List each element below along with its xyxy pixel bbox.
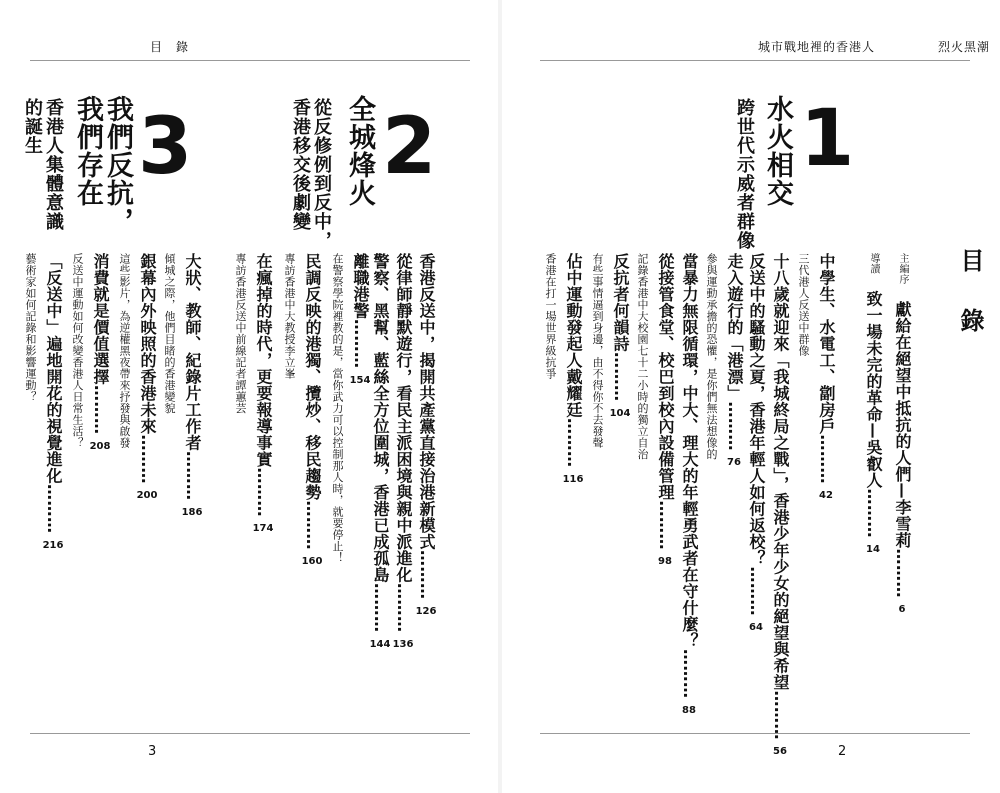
toc-entry-title: 在瘋掉的時代，更要報導事實………174 bbox=[252, 253, 274, 534]
toc-entry-1-1[interactable] bbox=[795, 253, 838, 733]
toc-entry-title: 佔中運動發起人戴耀廷………116 bbox=[562, 253, 584, 485]
toc-entry-subtitle: 專訪香港反送中前線記者譚蕙芸 bbox=[234, 253, 247, 414]
toc-entry-2-4[interactable] bbox=[329, 253, 372, 733]
toc-entry-title: 導讀 致一場未完的革命—吳叡人………14 bbox=[864, 253, 883, 555]
entry-prefix: 導讀 bbox=[868, 253, 879, 274]
toc-entry-title: 消費就是價值選擇………208 bbox=[89, 253, 111, 452]
header-rule-right bbox=[540, 60, 970, 61]
page-number: 6 bbox=[898, 604, 906, 615]
page-number: 144 bbox=[369, 638, 391, 650]
toc-entry-preface[interactable] bbox=[891, 253, 914, 733]
toc-entry-title: 主編序 獻給在絕望中抵抗的人們—李雪莉………6 bbox=[893, 253, 912, 615]
toc-entry-1-4[interactable] bbox=[703, 253, 746, 733]
toc-entry-3-1[interactable] bbox=[161, 253, 204, 733]
toc-entry-1-5[interactable] bbox=[678, 253, 701, 733]
toc-entry-subtitle: 反送中運動如何改變香港人日常生活？ bbox=[71, 253, 84, 449]
toc-heading: 目 錄 bbox=[956, 248, 984, 338]
part-3-title-line-1: 我們反抗， bbox=[102, 95, 133, 235]
part-2-subtitle-line-2: 香港移交後劇變 bbox=[290, 98, 311, 231]
toc-entry-title: 大狀、教師、紀錄片工作者………186 bbox=[181, 253, 203, 518]
page-number: 174 bbox=[252, 523, 274, 534]
page-number: 56 bbox=[773, 746, 787, 757]
toc-entry-subtitle: 藝術家如何記錄和影響運動？ bbox=[24, 253, 37, 403]
toc-entry-2-3[interactable] bbox=[369, 253, 392, 733]
page-number: 116 bbox=[562, 473, 584, 485]
page-number: 126 bbox=[415, 605, 437, 617]
toc-entry-title: 警察、黑幫、藍絲全方位圍城，香港已成孤島………144 bbox=[369, 253, 391, 650]
footer-rule-right bbox=[540, 733, 970, 734]
toc-entry-title: 從律師靜默遊行，看民主派困境與親中派進化………136 bbox=[392, 253, 414, 650]
part-2-number: 2 bbox=[382, 102, 437, 192]
toc-entry-title: 離職港警………154 bbox=[349, 253, 371, 386]
page-number: 136 bbox=[392, 638, 414, 650]
toc-entry-subtitle: 傾城之際，他們目睹的香港變貌 bbox=[163, 253, 176, 414]
page-number: 14 bbox=[866, 544, 880, 555]
page-number: 98 bbox=[658, 556, 672, 567]
toc-entry-2-1[interactable] bbox=[415, 253, 438, 733]
toc-entry-title: 反送中的騷動之夏，香港年輕人如何返校？………64 bbox=[747, 253, 766, 633]
part-3-title-line-2: 我們存在 bbox=[72, 95, 103, 207]
part-2-subtitle-line-1: 從反修例到反中， bbox=[311, 98, 332, 250]
toc-entry-subtitle: 有些事情逼到身邊，由不得你不去發聲 bbox=[591, 253, 604, 449]
page-number: 64 bbox=[749, 622, 763, 633]
part-1-number: 1 bbox=[800, 94, 855, 184]
running-head-right: 烈火黑潮 bbox=[938, 40, 991, 54]
part-3-subtitle-line-1: 香港人集體意識 bbox=[43, 98, 64, 231]
page-number: 186 bbox=[181, 506, 203, 518]
toc-entry-title: 反抗者何韻詩………104 bbox=[609, 253, 631, 419]
toc-entry-subtitle: 記錄香港中大校園七十二小時的獨立自治 bbox=[636, 253, 649, 460]
toc-entry-title: 走入遊行的「港漂」………76 bbox=[725, 253, 744, 468]
running-head-center: 城市戰地裡的香港人 bbox=[758, 40, 876, 54]
toc-entry-title: 當暴力無限循環，中大、理大的年輕勇武者在守什麼？………88 bbox=[680, 253, 699, 716]
page-number: 42 bbox=[819, 490, 833, 501]
toc-entry-subtitle: 專訪香港中大教授李立峯 bbox=[283, 253, 296, 380]
part-1-subtitle: 跨世代示威者群像 bbox=[734, 98, 755, 250]
part-3-subtitle bbox=[22, 98, 64, 231]
page-number-right: 2 bbox=[838, 744, 847, 759]
part-2-subtitle bbox=[290, 98, 332, 250]
page-number: 208 bbox=[89, 440, 111, 452]
toc-entry-subtitle: 香港在打一場世界級抗爭 bbox=[544, 253, 557, 380]
page-number: 200 bbox=[136, 490, 158, 501]
toc-entry-title: 「反送中」遍地開花的視覺進化………216 bbox=[42, 253, 64, 551]
toc-entry-intro[interactable] bbox=[862, 253, 885, 733]
running-head-left: 目 錄 bbox=[150, 40, 190, 54]
footer-rule-left bbox=[30, 733, 470, 734]
part-3-number: 3 bbox=[138, 102, 193, 192]
page-number: 104 bbox=[609, 407, 631, 419]
toc-entry-subtitle: 在警察學院裡教的是，當你武力可以控制那人時，就要停止！ bbox=[331, 253, 344, 564]
page-number: 88 bbox=[682, 704, 696, 716]
toc-entry-subtitle: 參與運動承擔的恐懼，是你們無法想像的 bbox=[705, 253, 718, 460]
header-rule-left bbox=[30, 60, 470, 61]
toc-entry-1-2[interactable] bbox=[769, 253, 792, 757]
page-number: 76 bbox=[727, 457, 741, 468]
page-number: 154 bbox=[349, 374, 371, 386]
toc-entry-2-2[interactable] bbox=[392, 253, 415, 733]
toc-entry-subtitle: 三代港人反送中群像 bbox=[797, 253, 810, 357]
entry-prefix: 主編序 bbox=[897, 253, 908, 285]
page-number: 160 bbox=[301, 556, 323, 567]
toc-entry-title: 銀幕內外映照的香港未來………200 bbox=[136, 253, 158, 501]
toc-entry-2-6[interactable] bbox=[232, 253, 275, 733]
toc-entry-title: 中學生、水電工、劏房戶………42 bbox=[817, 253, 836, 501]
toc-entry-3-2[interactable] bbox=[116, 253, 159, 733]
toc-entry-title: 十八歲就迎來「我城終局之戰」，香港少年少女的絕望與希望………56 bbox=[771, 253, 790, 757]
toc-entry-1-7[interactable] bbox=[589, 253, 632, 733]
toc-entry-1-6[interactable] bbox=[634, 253, 677, 733]
toc-entry-title: 香港反送中，揭開共產黨直接治港新模式………126 bbox=[415, 253, 437, 617]
toc-entry-3-3[interactable] bbox=[69, 253, 112, 733]
toc-entry-1-3[interactable] bbox=[745, 253, 768, 733]
toc-entry-title: 民調反映的港獨、攬炒、移民趨勢………160 bbox=[301, 253, 323, 567]
toc-entry-3-4[interactable] bbox=[22, 253, 65, 733]
toc-entry-subtitle: 這些影片，為逆權黑夜帶來抒發與啟發 bbox=[118, 253, 131, 449]
part-2-title: 全城烽火 bbox=[344, 95, 375, 207]
part-1-title: 水火相交 bbox=[762, 95, 793, 207]
toc-entry-2-5[interactable] bbox=[281, 253, 324, 733]
page-number: 216 bbox=[42, 539, 64, 551]
page-number-left: 3 bbox=[148, 744, 157, 759]
right-page bbox=[500, 0, 1000, 793]
toc-entry-title: 從接管食堂、校巴到校內設備管理………98 bbox=[656, 253, 675, 567]
toc-entry-1-8[interactable] bbox=[542, 253, 585, 733]
part-3-title bbox=[72, 95, 132, 235]
part-3-subtitle-line-2: 的誕生 bbox=[22, 98, 43, 155]
